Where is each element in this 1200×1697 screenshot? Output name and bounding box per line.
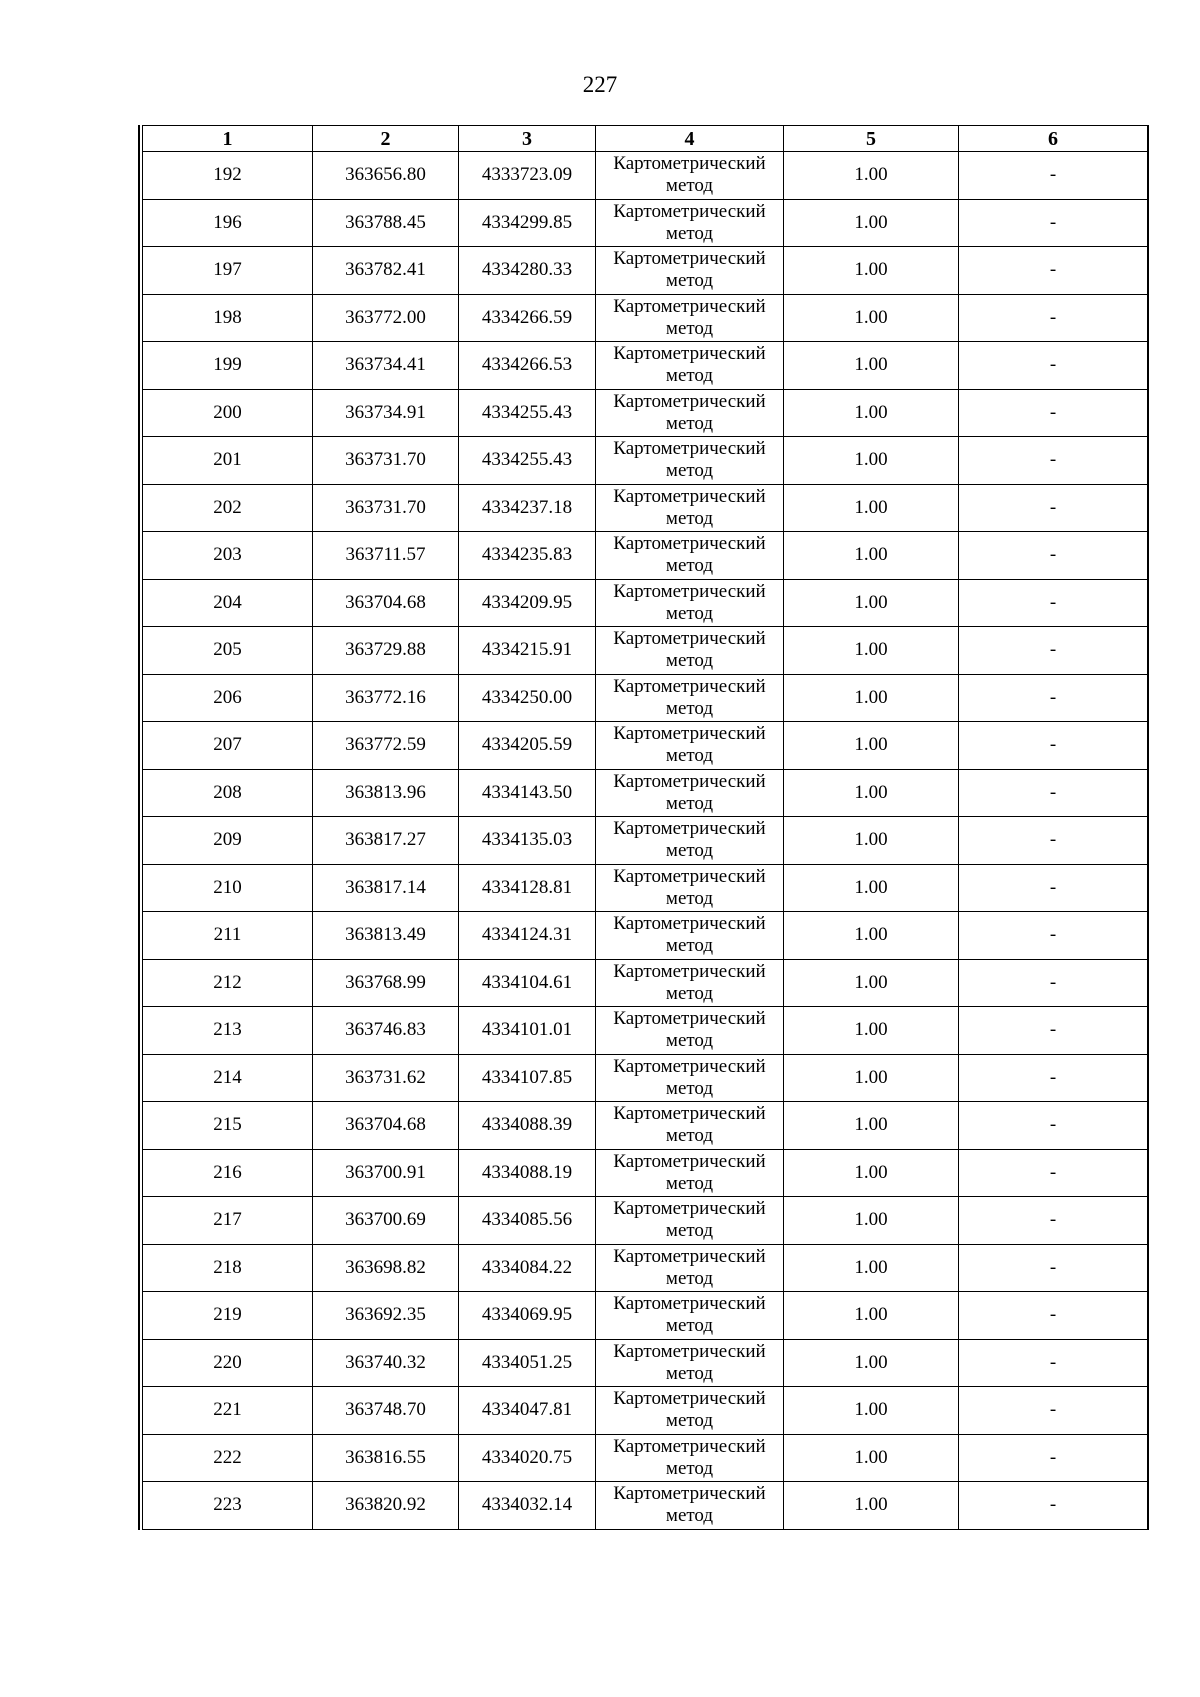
y-coordinate-cell: 4333723.09 (459, 152, 596, 200)
y-coordinate-cell: 4334085.56 (459, 1197, 596, 1245)
note-cell: - (959, 1102, 1148, 1150)
note-cell: - (959, 1244, 1148, 1292)
note-cell: - (959, 579, 1148, 627)
accuracy-cell: 1.00 (784, 1434, 959, 1482)
note-cell: - (959, 199, 1148, 247)
method-cell (596, 247, 784, 295)
accuracy-cell: 1.00 (784, 1244, 959, 1292)
table-row (143, 674, 1148, 722)
header-col-4: 4 (596, 126, 784, 152)
y-coordinate-cell: 4334128.81 (459, 864, 596, 912)
y-coordinate-cell: 4334135.03 (459, 817, 596, 865)
point-number-cell: 198 (143, 294, 313, 342)
table-row (143, 247, 1148, 295)
table-row (143, 1102, 1148, 1150)
method-cell (596, 342, 784, 390)
method-line-2: метод (665, 697, 714, 719)
page-number: 227 (582, 72, 618, 97)
method-line-2: метод (665, 887, 714, 909)
x-coordinate-cell: 363656.80 (313, 152, 459, 200)
note-cell: - (959, 1197, 1148, 1245)
accuracy-cell: 1.00 (784, 674, 959, 722)
method-line-2: метод (665, 507, 714, 529)
x-coordinate-cell: 363692.35 (313, 1292, 459, 1340)
point-number-cell: 215 (143, 1102, 313, 1150)
y-coordinate-cell: 4334266.59 (459, 294, 596, 342)
accuracy-cell: 1.00 (784, 959, 959, 1007)
note-cell: - (959, 342, 1148, 390)
table-row (143, 627, 1148, 675)
point-number-cell: 214 (143, 1054, 313, 1102)
point-number-cell: 207 (143, 722, 313, 770)
x-coordinate-cell: 363731.62 (313, 1054, 459, 1102)
header-col-2: 2 (313, 126, 459, 152)
note-cell: - (959, 1007, 1148, 1055)
x-coordinate-cell: 363817.27 (313, 817, 459, 865)
note-cell: - (959, 247, 1148, 295)
method-cell (596, 1244, 784, 1292)
method-line-1: Картометрический (613, 1150, 766, 1172)
y-coordinate-cell: 4334088.19 (459, 1149, 596, 1197)
table-row (143, 342, 1148, 390)
y-coordinate-cell: 4334124.31 (459, 912, 596, 960)
point-number-cell: 197 (143, 247, 313, 295)
header-col-6: 6 (959, 126, 1148, 152)
method-line-1: Картометрический (613, 533, 766, 555)
x-coordinate-cell: 363788.45 (313, 199, 459, 247)
y-coordinate-cell: 4334143.50 (459, 769, 596, 817)
x-coordinate-cell: 363729.88 (313, 627, 459, 675)
method-cell (596, 1054, 784, 1102)
accuracy-cell: 1.00 (784, 199, 959, 247)
accuracy-cell: 1.00 (784, 627, 959, 675)
method-line-1: Картометрический (613, 438, 766, 460)
method-cell (596, 959, 784, 1007)
table-row (143, 199, 1148, 247)
accuracy-cell: 1.00 (784, 1007, 959, 1055)
method-cell (596, 1482, 784, 1530)
point-number-cell: 192 (143, 152, 313, 200)
x-coordinate-cell: 363711.57 (313, 532, 459, 580)
accuracy-cell: 1.00 (784, 864, 959, 912)
table-row (143, 912, 1148, 960)
method-line-1: Картометрический (613, 723, 766, 745)
y-coordinate-cell: 4334101.01 (459, 1007, 596, 1055)
point-number-cell: 216 (143, 1149, 313, 1197)
accuracy-cell: 1.00 (784, 532, 959, 580)
point-number-cell: 205 (143, 627, 313, 675)
method-line-2: метод (665, 1220, 714, 1242)
accuracy-cell: 1.00 (784, 152, 959, 200)
table-row (143, 769, 1148, 817)
method-line-1: Картометрический (613, 770, 766, 792)
method-cell (596, 152, 784, 200)
point-number-cell: 208 (143, 769, 313, 817)
method-line-2: метод (665, 555, 714, 577)
method-line-2: метод (665, 412, 714, 434)
y-coordinate-cell: 4334235.83 (459, 532, 596, 580)
accuracy-cell: 1.00 (784, 722, 959, 770)
method-line-2: метод (665, 1362, 714, 1384)
x-coordinate-cell: 363698.82 (313, 1244, 459, 1292)
method-cell (596, 627, 784, 675)
note-cell: - (959, 152, 1148, 200)
y-coordinate-cell: 4334280.33 (459, 247, 596, 295)
method-line-1: Картометрический (613, 248, 766, 270)
table-row (143, 579, 1148, 627)
table-row (143, 1197, 1148, 1245)
method-cell (596, 1434, 784, 1482)
x-coordinate-cell: 363816.55 (313, 1434, 459, 1482)
point-number-cell: 222 (143, 1434, 313, 1482)
method-cell (596, 579, 784, 627)
y-coordinate-cell: 4334266.53 (459, 342, 596, 390)
note-cell: - (959, 1149, 1148, 1197)
method-cell (596, 437, 784, 485)
method-line-1: Картометрический (613, 1293, 766, 1315)
y-coordinate-cell: 4334255.43 (459, 437, 596, 485)
x-coordinate-cell: 363734.41 (313, 342, 459, 390)
method-cell (596, 1197, 784, 1245)
method-line-2: метод (665, 270, 714, 292)
header-col-3: 3 (459, 126, 596, 152)
accuracy-cell: 1.00 (784, 389, 959, 437)
method-line-1: Картометрический (613, 1198, 766, 1220)
accuracy-cell: 1.00 (784, 1339, 959, 1387)
point-number-cell: 211 (143, 912, 313, 960)
accuracy-cell: 1.00 (784, 817, 959, 865)
y-coordinate-cell: 4334084.22 (459, 1244, 596, 1292)
table-row (143, 437, 1148, 485)
x-coordinate-cell: 363748.70 (313, 1387, 459, 1435)
point-number-cell: 223 (143, 1482, 313, 1530)
method-line-2: метод (665, 1457, 714, 1479)
x-coordinate-cell: 363772.16 (313, 674, 459, 722)
table-row (143, 864, 1148, 912)
table-row (143, 1387, 1148, 1435)
accuracy-cell: 1.00 (784, 1197, 959, 1245)
note-cell: - (959, 959, 1148, 1007)
note-cell: - (959, 864, 1148, 912)
note-cell: - (959, 294, 1148, 342)
y-coordinate-cell: 4334237.18 (459, 484, 596, 532)
point-number-cell: 202 (143, 484, 313, 532)
method-line-1: Картометрический (613, 865, 766, 887)
accuracy-cell: 1.00 (784, 342, 959, 390)
method-cell (596, 1339, 784, 1387)
note-cell: - (959, 532, 1148, 580)
method-line-2: метод (665, 1077, 714, 1099)
y-coordinate-cell: 4334205.59 (459, 722, 596, 770)
table-row (143, 484, 1148, 532)
y-coordinate-cell: 4334209.95 (459, 579, 596, 627)
accuracy-cell: 1.00 (784, 1054, 959, 1102)
x-coordinate-cell: 363772.00 (313, 294, 459, 342)
x-coordinate-cell: 363746.83 (313, 1007, 459, 1055)
accuracy-cell: 1.00 (784, 1482, 959, 1530)
method-cell (596, 389, 784, 437)
y-coordinate-cell: 4334069.95 (459, 1292, 596, 1340)
y-coordinate-cell: 4334051.25 (459, 1339, 596, 1387)
method-line-2: метод (665, 745, 714, 767)
x-coordinate-cell: 363820.92 (313, 1482, 459, 1530)
table-row (143, 1292, 1148, 1340)
point-number-cell: 210 (143, 864, 313, 912)
y-coordinate-cell: 4334107.85 (459, 1054, 596, 1102)
table-row (143, 532, 1148, 580)
note-cell: - (959, 484, 1148, 532)
accuracy-cell: 1.00 (784, 247, 959, 295)
method-line-2: метод (665, 982, 714, 1004)
accuracy-cell: 1.00 (784, 484, 959, 532)
method-line-2: метод (665, 840, 714, 862)
y-coordinate-cell: 4334047.81 (459, 1387, 596, 1435)
note-cell: - (959, 437, 1148, 485)
method-line-1: Картометрический (613, 1103, 766, 1125)
point-number-cell: 219 (143, 1292, 313, 1340)
note-cell: - (959, 1339, 1148, 1387)
method-cell (596, 1387, 784, 1435)
point-number-cell: 209 (143, 817, 313, 865)
method-line-1: Картометрический (613, 1008, 766, 1030)
note-cell: - (959, 674, 1148, 722)
point-number-cell: 217 (143, 1197, 313, 1245)
method-line-1: Картометрический (613, 485, 766, 507)
accuracy-cell: 1.00 (784, 1292, 959, 1340)
accuracy-cell: 1.00 (784, 1387, 959, 1435)
x-coordinate-cell: 363704.68 (313, 579, 459, 627)
method-line-2: метод (665, 365, 714, 387)
method-line-2: метод (665, 935, 714, 957)
x-coordinate-cell: 363813.49 (313, 912, 459, 960)
accuracy-cell: 1.00 (784, 1149, 959, 1197)
x-coordinate-cell: 363813.96 (313, 769, 459, 817)
accuracy-cell: 1.00 (784, 579, 959, 627)
point-number-cell: 212 (143, 959, 313, 1007)
accuracy-cell: 1.00 (784, 912, 959, 960)
note-cell: - (959, 389, 1148, 437)
method-line-1: Картометрический (613, 675, 766, 697)
method-cell (596, 769, 784, 817)
point-number-cell: 218 (143, 1244, 313, 1292)
x-coordinate-cell: 363768.99 (313, 959, 459, 1007)
method-line-2: метод (665, 222, 714, 244)
accuracy-cell: 1.00 (784, 769, 959, 817)
point-number-cell: 201 (143, 437, 313, 485)
method-line-1: Картометрический (613, 1388, 766, 1410)
header-col-5: 5 (784, 126, 959, 152)
note-cell: - (959, 627, 1148, 675)
method-line-2: метод (665, 650, 714, 672)
table-row (143, 294, 1148, 342)
method-line-1: Картометрический (613, 960, 766, 982)
table-body (143, 152, 1148, 1530)
note-cell: - (959, 769, 1148, 817)
method-line-1: Картометрический (613, 200, 766, 222)
method-line-2: метод (665, 1030, 714, 1052)
method-line-2: метод (665, 1505, 714, 1527)
table-row (143, 1149, 1148, 1197)
accuracy-cell: 1.00 (784, 1102, 959, 1150)
method-cell (596, 294, 784, 342)
x-coordinate-cell: 363772.59 (313, 722, 459, 770)
y-coordinate-cell: 4334299.85 (459, 199, 596, 247)
method-cell (596, 1007, 784, 1055)
table-header-row (143, 126, 1148, 152)
x-coordinate-cell: 363817.14 (313, 864, 459, 912)
note-cell: - (959, 1434, 1148, 1482)
x-coordinate-cell: 363700.91 (313, 1149, 459, 1197)
coordinates-table (142, 125, 1148, 1530)
x-coordinate-cell: 363700.69 (313, 1197, 459, 1245)
point-number-cell: 206 (143, 674, 313, 722)
note-cell: - (959, 1292, 1148, 1340)
note-cell: - (959, 722, 1148, 770)
y-coordinate-cell: 4334104.61 (459, 959, 596, 1007)
method-cell (596, 722, 784, 770)
method-line-2: метод (665, 792, 714, 814)
method-line-1: Картометрический (613, 913, 766, 935)
note-cell: - (959, 1054, 1148, 1102)
x-coordinate-cell: 363704.68 (313, 1102, 459, 1150)
method-line-1: Картометрический (613, 390, 766, 412)
method-line-1: Картометрический (613, 153, 766, 175)
method-cell (596, 1149, 784, 1197)
method-line-2: метод (665, 1125, 714, 1147)
method-line-1: Картометрический (613, 343, 766, 365)
table-row (143, 1054, 1148, 1102)
method-line-2: метод (665, 317, 714, 339)
header-col-1: 1 (143, 126, 313, 152)
point-number-cell: 221 (143, 1387, 313, 1435)
table-row (143, 1434, 1148, 1482)
method-line-2: метод (665, 1410, 714, 1432)
method-cell (596, 532, 784, 580)
y-coordinate-cell: 4334032.14 (459, 1482, 596, 1530)
table-row (143, 817, 1148, 865)
method-cell (596, 1102, 784, 1150)
note-cell: - (959, 1482, 1148, 1530)
table-row (143, 722, 1148, 770)
x-coordinate-cell: 363782.41 (313, 247, 459, 295)
method-line-2: метод (665, 1267, 714, 1289)
table-row (143, 1244, 1148, 1292)
y-coordinate-cell: 4334215.91 (459, 627, 596, 675)
method-line-2: метод (665, 602, 714, 624)
method-line-1: Картометрический (613, 580, 766, 602)
point-number-cell: 213 (143, 1007, 313, 1055)
y-coordinate-cell: 4334020.75 (459, 1434, 596, 1482)
y-coordinate-cell: 4334250.00 (459, 674, 596, 722)
y-coordinate-cell: 4334088.39 (459, 1102, 596, 1150)
x-coordinate-cell: 363740.32 (313, 1339, 459, 1387)
method-line-1: Картометрический (613, 818, 766, 840)
x-coordinate-cell: 363734.91 (313, 389, 459, 437)
method-cell (596, 912, 784, 960)
point-number-cell: 203 (143, 532, 313, 580)
method-cell (596, 817, 784, 865)
x-coordinate-cell: 363731.70 (313, 437, 459, 485)
table-row (143, 389, 1148, 437)
accuracy-cell: 1.00 (784, 294, 959, 342)
table-row (143, 1007, 1148, 1055)
method-line-1: Картометрический (613, 295, 766, 317)
method-cell (596, 674, 784, 722)
note-cell: - (959, 817, 1148, 865)
coordinates-table-frame (138, 125, 1149, 1530)
point-number-cell: 196 (143, 199, 313, 247)
method-cell (596, 199, 784, 247)
table-row (143, 959, 1148, 1007)
method-line-1: Картометрический (613, 1483, 766, 1505)
method-line-2: метод (665, 175, 714, 197)
y-coordinate-cell: 4334255.43 (459, 389, 596, 437)
method-cell (596, 1292, 784, 1340)
note-cell: - (959, 1387, 1148, 1435)
method-line-1: Картометрический (613, 1245, 766, 1267)
method-line-1: Картометрический (613, 1435, 766, 1457)
method-cell (596, 864, 784, 912)
note-cell: - (959, 912, 1148, 960)
method-line-1: Картометрический (613, 1055, 766, 1077)
method-line-2: метод (665, 1172, 714, 1194)
table-row (143, 1339, 1148, 1387)
point-number-cell: 204 (143, 579, 313, 627)
table-row (143, 1482, 1148, 1530)
table-row (143, 152, 1148, 200)
x-coordinate-cell: 363731.70 (313, 484, 459, 532)
method-line-2: метод (665, 460, 714, 482)
method-line-1: Картометрический (613, 628, 766, 650)
point-number-cell: 200 (143, 389, 313, 437)
accuracy-cell: 1.00 (784, 437, 959, 485)
method-line-1: Картометрический (613, 1340, 766, 1362)
point-number-cell: 199 (143, 342, 313, 390)
point-number-cell: 220 (143, 1339, 313, 1387)
method-line-2: метод (665, 1315, 714, 1337)
method-cell (596, 484, 784, 532)
